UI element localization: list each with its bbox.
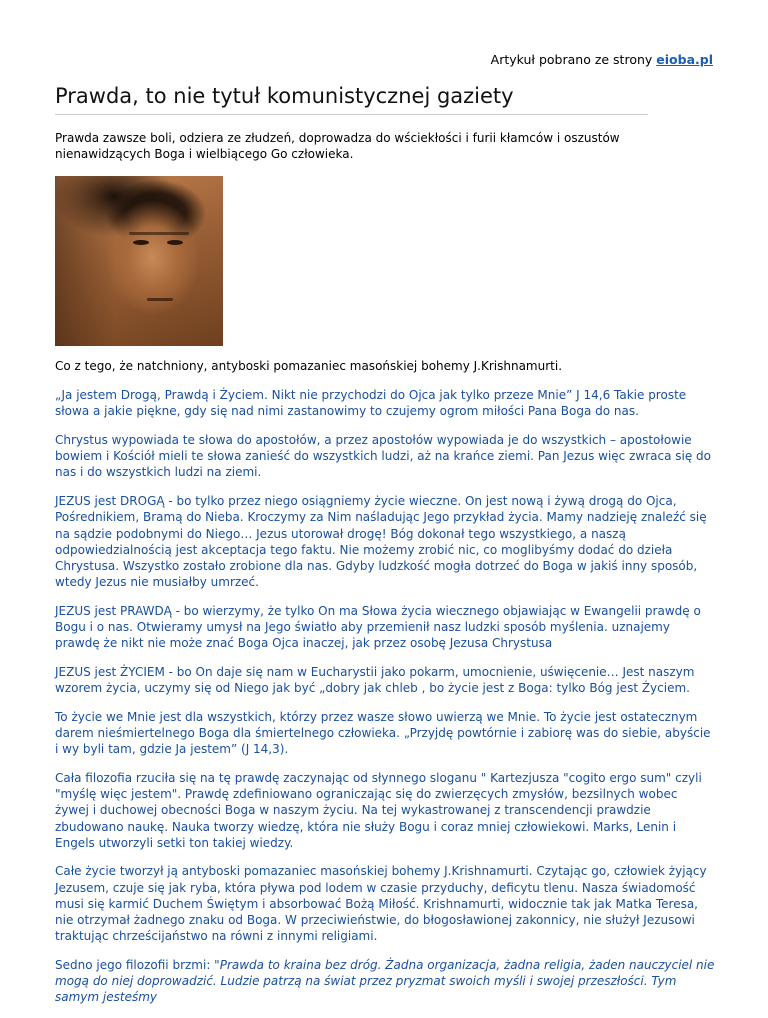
source-prefix: Artykuł pobrano ze strony	[490, 52, 657, 67]
source-attribution	[491, 52, 713, 67]
paragraph-1: „Ja jestem Drogą, Prawdą i Życiem. Nikt nie przychodzi do Ojca jak tylko przeze Mnie” J 14,6 Takie proste słowa a jakie piękne, gdy się nad nimi zastanowimy to czujemy ogrom miłości Pana Boga do nas.	[55, 388, 687, 419]
paragraph-9	[55, 957, 715, 1006]
article-title: Prawda, to nie tytuł komunistycznej gaziety	[55, 84, 514, 108]
paragraph-3: JEZUS jest DROGĄ - bo tylko przez niego osiągniemy życie wieczne. On jest nową i żywą drogą do Ojca, Pośrednikiem, Bramą do Nieba. Kroczymy za Nim naśladując Jego przykład życia. Mamy nadzieję znaleźć się na sądzie podobnymi do Niego… Jezus utorował drogę! Bóg dokonał tego wszystkiego, a naszą odpowiedzialnością jest akceptacja tego faktu. Nie możemy zrobić nic, co moglibyśmy dodać do dzieła Chrystusa. Wszystko zostało zrobione dla nas. Gdyby ludzkość mogła dotrzeć do Boga w jakiś inny sposób, wtedy Jezus nie musiałby umrzeć.	[55, 494, 707, 590]
paragraph-4: JEZUS jest PRAWDĄ - bo wierzymy, że tylko On ma Słowa życia wiecznego objawiając w Ewangelii prawdę o Bogu i o nas. Otwieramy umysł na Jego światło aby przemienił nasz ludzki sposób myślenia. uznajemy prawdę że nikt nie może znać Boga Ojca inaczej, jak przez osobę Jezusa Chrystusa	[55, 603, 701, 651]
paragraph-9-prefix: Sedno jego filozofii brzmi: "	[55, 958, 220, 972]
paragraph-8: Całe życie tworzył ją antyboski pomazaniec masońskiej bohemy J.Krishnamurti. Czytając go, człowiek żyjący Jezusem, czuje się jak ryba, która pływa pod lodem w czasie przyduchy, deficytu tlenu. Nasza świadomość musi się karmić Duchem Świętym i absorbować Bożą Miłość. Krishnamurti, widocznie tak jak Matka Teresa, nie otrzymał żadnego znaku od Boga. W przeciwieństwie, do błogosławionej zakonnicy, nie służył Jezusowi traktując chrześcijaństwo na równi z innymi religiami.	[55, 864, 707, 944]
title-divider	[55, 114, 648, 115]
article-intro: Prawda zawsze boli, odziera ze złudzeń, doprowadza do wściekłości i furii kłamców i oszustów nienawidzących Boga i wielbiącego Go człowieka.	[55, 131, 620, 162]
portrait-photo	[55, 176, 223, 346]
source-link[interactable]: eioba.pl	[656, 52, 713, 67]
paragraph-6: To życie we Mnie jest dla wszystkich, którzy przez wasze słowo uwierzą we Mnie. To życie jest ostatecznym darem nieśmiertelnego Boga dla śmiertelnego człowieka. „Przyjdę powtórnie i zabiorę was do siebie, abyście i wy byli tam, gdzie Ja jestem” (J 14,3).	[55, 709, 711, 757]
paragraph-7: Cała filozofia rzuciła się na tę prawdę zaczynając od słynnego sloganu " Kartezjusza "cogito ergo sum" czyli "myślę więc jestem". Prawdę zdefiniowano ograniczając się do zwierzęcych zmysłów, bezsilnych wobec żywej i duchowej obecności Boga w naszym życiu. Na tej wykastrowanej z transcendencji prawdzie zbudowano naukę. Nauka tworzy wiedzę, która nie służy Bogu i coraz mniej człowiekowi. Marks, Lenin i Engels utworzyli setki ton takiej wiedzy.	[55, 770, 702, 850]
paragraph-9-quote: Prawda to kraina bez dróg. Żadna organizacja, żadna religia, żaden nauczyciel nie mogą do niej doprowadzić. Ludzie patrzą na świat przez pryzmat swoich myśli i swojej przeszłości. Tym samym jesteśmy	[55, 958, 715, 1005]
article-body	[55, 130, 715, 1018]
photo-caption: Co z tego, że natchniony, antyboski pomazaniec masońskiej bohemy J.Krishnamurti.	[55, 359, 563, 374]
paragraph-2: Chrystus wypowiada te słowa do apostołów, a przez apostołów wypowiada je do wszystkich – apostołowie bowiem i Kościół mieli te słowa zanieść do wszystkich ludzi, aż na krańce ziemi. Pan Jezus więc zwraca się do nas i do wszystkich ludzi na ziemi.	[55, 433, 711, 480]
paragraph-5: JEZUS jest ŻYCIEM - bo On daje się nam w Eucharystii jako pokarm, umocnienie, uświęcenie… Jest naszym wzorem życia, uczymy się od Niego jak być „dobry jak chleb , bo życie jest z Boga: tylko Bóg jest Życiem.	[55, 664, 695, 696]
